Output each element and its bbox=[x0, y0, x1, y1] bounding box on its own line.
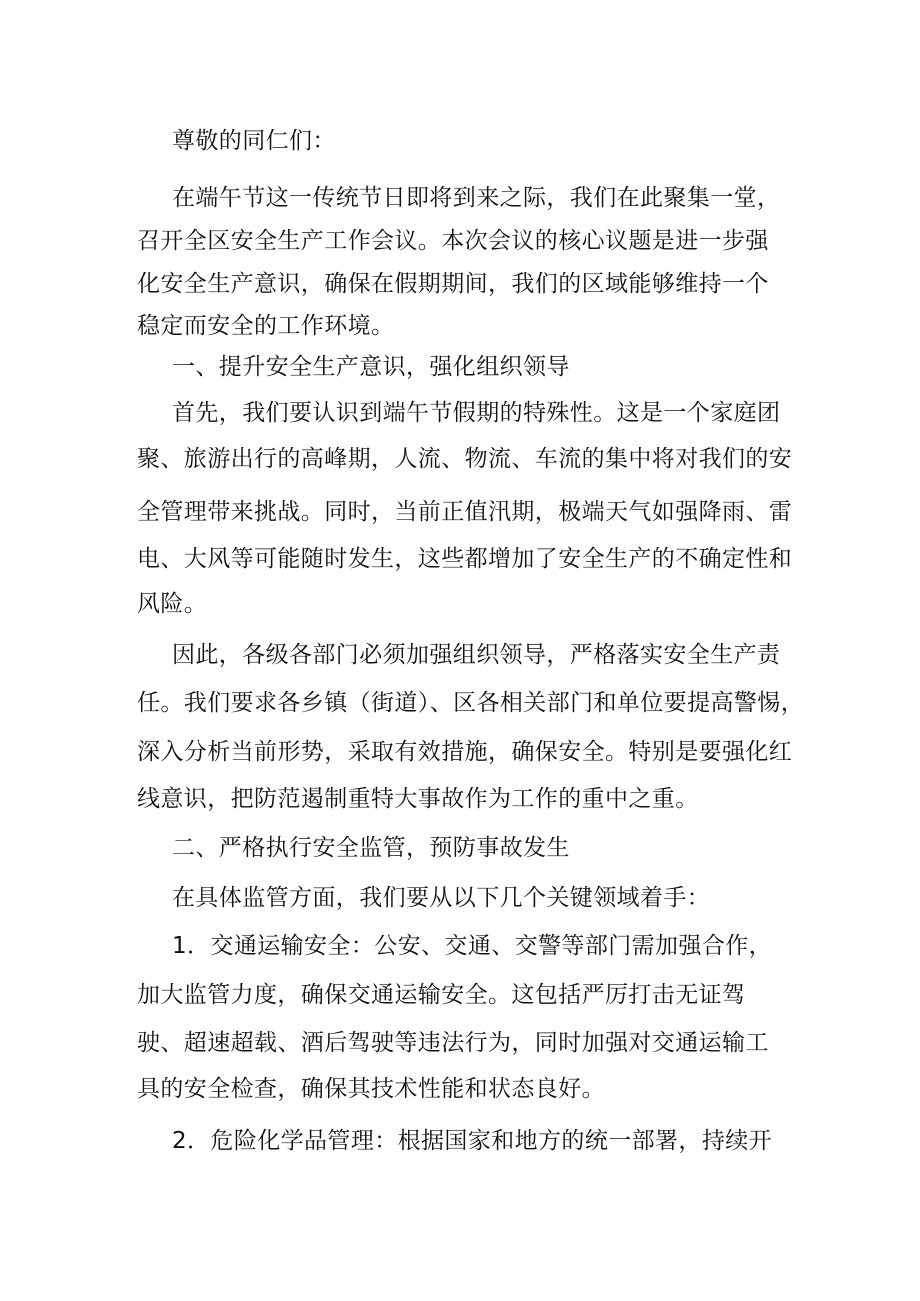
list-item-line: 1．交通运输安全：公安、交通、交警等部门需加强合作， bbox=[172, 933, 773, 959]
paragraph-line: 驶、超速超载、酒后驾驶等违法行为，同时加强对交通运输工 bbox=[137, 1030, 769, 1056]
paragraph-line: 全管理带来挑战。同时，当前正值汛期，极端天气如强降雨、雷 bbox=[137, 499, 793, 525]
paragraph-line: 召开全区安全生产工作会议。本次会议的核心议题是进一步强 bbox=[137, 228, 769, 254]
paragraph-line: 聚、旅游出行的高峰期，人流、物流、车流的集中将对我们的安 bbox=[137, 446, 793, 472]
paragraph-line: 具的安全检查，确保其技术性能和状态良好。 bbox=[137, 1076, 605, 1102]
paragraph-line: 深入分析当前形势，采取有效措施，确保安全。特别是要强化红 bbox=[137, 739, 793, 765]
paragraph-line: 任。我们要求各乡镇（街道）、区各相关部门和单位要提高警惕， bbox=[137, 690, 805, 716]
section-heading: 二、严格执行安全监管，预防事故发生 bbox=[172, 835, 570, 861]
paragraph-line: 电、大风等可能随时发生，这些都增加了安全生产的不确定性和 bbox=[137, 546, 793, 572]
paragraph-line: 化安全生产意识，确保在假期期间，我们的区域能够维持一个 bbox=[137, 271, 769, 297]
paragraph-line: 线意识，把防范遏制重特大事故作为工作的重中之重。 bbox=[137, 786, 699, 812]
paragraph-line: 在具体监管方面，我们要从以下几个关键领域着手： bbox=[172, 885, 711, 911]
paragraph-line: 因此，各级各部门必须加强组织领导，严格落实安全生产责 bbox=[172, 642, 781, 668]
paragraph-line: 加大监管力度，确保交通运输安全。这包括严厉打击无证驾 bbox=[137, 982, 746, 1008]
list-item-line: 2．危险化学品管理：根据国家和地方的统一部署，持续开 bbox=[172, 1128, 773, 1154]
paragraph-line: 稳定而安全的工作环境。 bbox=[137, 313, 395, 339]
salutation: 尊敬的同仁们： bbox=[172, 128, 336, 154]
paragraph-line: 首先，我们要认识到端午节假期的特殊性。这是一个家庭团 bbox=[172, 400, 781, 426]
paragraph-line: 在端午节这一传统节日即将到来之际，我们在此聚集一堂， bbox=[172, 185, 781, 211]
paragraph-line: 风险。 bbox=[137, 591, 208, 617]
section-heading: 一、提升安全生产意识，强化组织领导 bbox=[172, 354, 570, 380]
